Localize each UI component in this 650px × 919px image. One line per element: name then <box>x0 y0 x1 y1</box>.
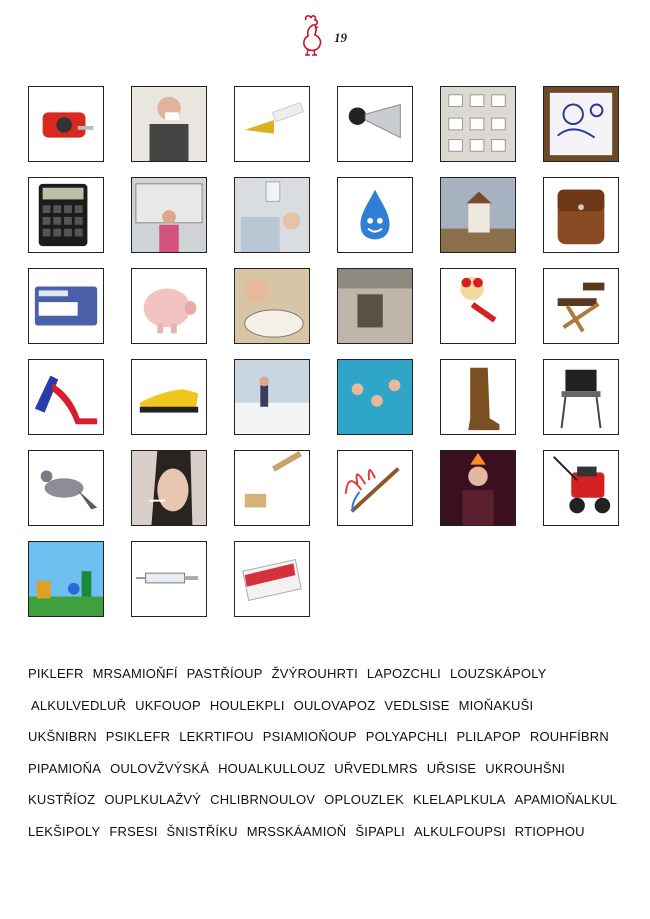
party-horn-icon <box>235 87 309 161</box>
scrambled-word: MIOŇAKUŠI <box>458 697 534 713</box>
snowball-fight-photo <box>235 360 309 434</box>
water-drop-mascot-icon <box>338 178 412 252</box>
scrambled-word: UKŠNIBRN <box>28 729 97 745</box>
scrambled-word: OUPLKULAŽVÝ <box>104 792 202 808</box>
picture-tile <box>234 541 310 617</box>
scrambled-word: OULOVŽVÝSKÁ <box>110 760 210 776</box>
scrambled-word: LEKRTIFOU <box>179 729 254 745</box>
scrambled-word: ROUHFÍBRN <box>529 729 609 745</box>
scrambled-word: PIKLEFR <box>28 666 84 681</box>
garden-grill-icon <box>544 360 618 434</box>
tall-boot-icon <box>441 360 515 434</box>
platform-game-screenshot <box>29 542 103 616</box>
onion-pattern-porcelain-icon <box>544 87 618 161</box>
scrambled-word: ALKULFOUPSI <box>413 823 506 839</box>
scrambled-word: PASTŘÍOUP <box>186 666 263 681</box>
football-boot-icon <box>132 360 206 434</box>
word-line <box>28 696 628 728</box>
garden-planter-photo <box>338 269 412 343</box>
lawn-mower-icon <box>544 451 618 525</box>
bandage-pack-icon <box>235 542 309 616</box>
scrambled-word: ŽVÝROUHRTI <box>271 666 358 681</box>
picture-tile <box>28 86 104 162</box>
page-number: 19 <box>334 30 347 45</box>
picture-tile <box>234 86 310 162</box>
scrambled-word: PIPAMIOŇA <box>28 760 102 776</box>
picture-tile <box>28 177 104 253</box>
truck-driver-photo <box>132 178 206 252</box>
rooster-logo-icon <box>296 14 326 56</box>
calculator-icon <box>29 178 103 252</box>
scrambled-word: RTIOPHOU <box>514 823 585 839</box>
health-insurance-card-icon <box>29 269 103 343</box>
picture-tile <box>234 268 310 344</box>
wooden-mallet-icon <box>235 451 309 525</box>
scrambled-word: OULOVAPOZ <box>293 697 376 713</box>
scrambled-word: LEKŠIPOLY <box>28 823 101 839</box>
word-line <box>28 759 628 791</box>
picture-tile <box>28 359 104 435</box>
scrambled-word: OPLOUZLEK <box>324 792 404 808</box>
hospital-iv-photo <box>235 178 309 252</box>
picture-tile <box>337 268 413 344</box>
word-list <box>28 664 628 854</box>
page-header <box>0 14 650 58</box>
picture-tile <box>131 450 207 526</box>
word-line <box>28 727 628 759</box>
woman-smoking-photo <box>132 451 206 525</box>
picture-tile <box>131 177 207 253</box>
fire-eater-photo <box>441 451 515 525</box>
picture-tile <box>440 450 516 526</box>
picture-tile <box>28 450 104 526</box>
scrambled-word: HOUALKULLOUZ <box>218 760 326 776</box>
picture-tile <box>234 359 310 435</box>
picture-tile <box>131 359 207 435</box>
scrambled-word: PSIKLEFR <box>105 729 171 745</box>
picture-tile <box>543 268 619 344</box>
picture-tile <box>543 177 619 253</box>
word-line <box>28 790 628 822</box>
tape-measure-icon <box>29 87 103 161</box>
picture-tile <box>543 86 619 162</box>
scrambled-word: PSIAMIOŇOUP <box>262 729 357 745</box>
picture-tile <box>337 86 413 162</box>
scrambled-word: FRSESI <box>109 823 158 839</box>
picture-tile <box>543 359 619 435</box>
scrambled-word: KLELAPLKULA <box>412 792 506 808</box>
picture-tile <box>131 541 207 617</box>
picture-tile <box>234 177 310 253</box>
picture-tile <box>337 450 413 526</box>
picture-tile <box>440 86 516 162</box>
man-blowing-nose-photo <box>132 87 206 161</box>
scrambled-word: CHLIBRNOULOV <box>210 792 316 808</box>
cuckoo-bird-photo <box>29 451 103 525</box>
picture-tile <box>337 177 413 253</box>
bicycle-horn-icon <box>338 87 412 161</box>
syringe-icon <box>132 542 206 616</box>
word-line <box>28 664 628 696</box>
scrambled-word: UKROUHŠNI <box>485 760 566 776</box>
picture-tile <box>28 268 104 344</box>
picture-tile <box>131 268 207 344</box>
picture-tile <box>440 177 516 253</box>
picture-tile <box>543 450 619 526</box>
scrambled-word: LAPOZCHLI <box>366 666 441 681</box>
scrambled-word: VEDLSISE <box>384 697 450 713</box>
child-eating-photo <box>235 269 309 343</box>
scrambled-word: UKFOUOP <box>135 697 201 713</box>
scrambled-word: MRSSKÁAMIOŇ <box>246 823 347 839</box>
leather-pouch-icon <box>544 178 618 252</box>
coffee-cups-photo <box>441 87 515 161</box>
scrambled-word: UŘVEDLMRS <box>334 760 418 776</box>
picture-tile <box>234 450 310 526</box>
wooden-toy-rattle-icon <box>441 269 515 343</box>
easter-whip-icon <box>338 451 412 525</box>
scrambled-word: LOUZSKÁPOLY <box>449 666 547 681</box>
swimming-pool-photo <box>338 360 412 434</box>
scrambled-word: APAMIOŇALKUL <box>514 792 618 808</box>
picture-tile <box>440 359 516 435</box>
picture-tile <box>337 359 413 435</box>
scrambled-word: ŠIPAPLI <box>355 823 405 839</box>
piggy-bank-icon <box>132 269 206 343</box>
picture-tile <box>131 86 207 162</box>
scrambled-word: ALKULVEDLUŘ <box>31 697 127 713</box>
picture-tile <box>440 268 516 344</box>
scrambled-word: POLYAPCHLI <box>365 729 448 745</box>
playground-slide-icon <box>29 360 103 434</box>
kneeling-chair-icon <box>544 269 618 343</box>
scrambled-word: KUSTŘÍOZ <box>28 792 96 808</box>
scrambled-word: UŘSISE <box>426 760 477 776</box>
wayside-chapel-photo <box>441 178 515 252</box>
scrambled-word: ŠNISTŘÍKU <box>166 823 238 839</box>
scrambled-word: HOULEKPLI <box>209 697 285 713</box>
scrambled-word: MRSAMIOŇFÍ <box>92 666 178 681</box>
scrambled-word: PLILAPOP <box>456 729 521 745</box>
word-line <box>28 822 628 854</box>
picture-tile <box>28 541 104 617</box>
